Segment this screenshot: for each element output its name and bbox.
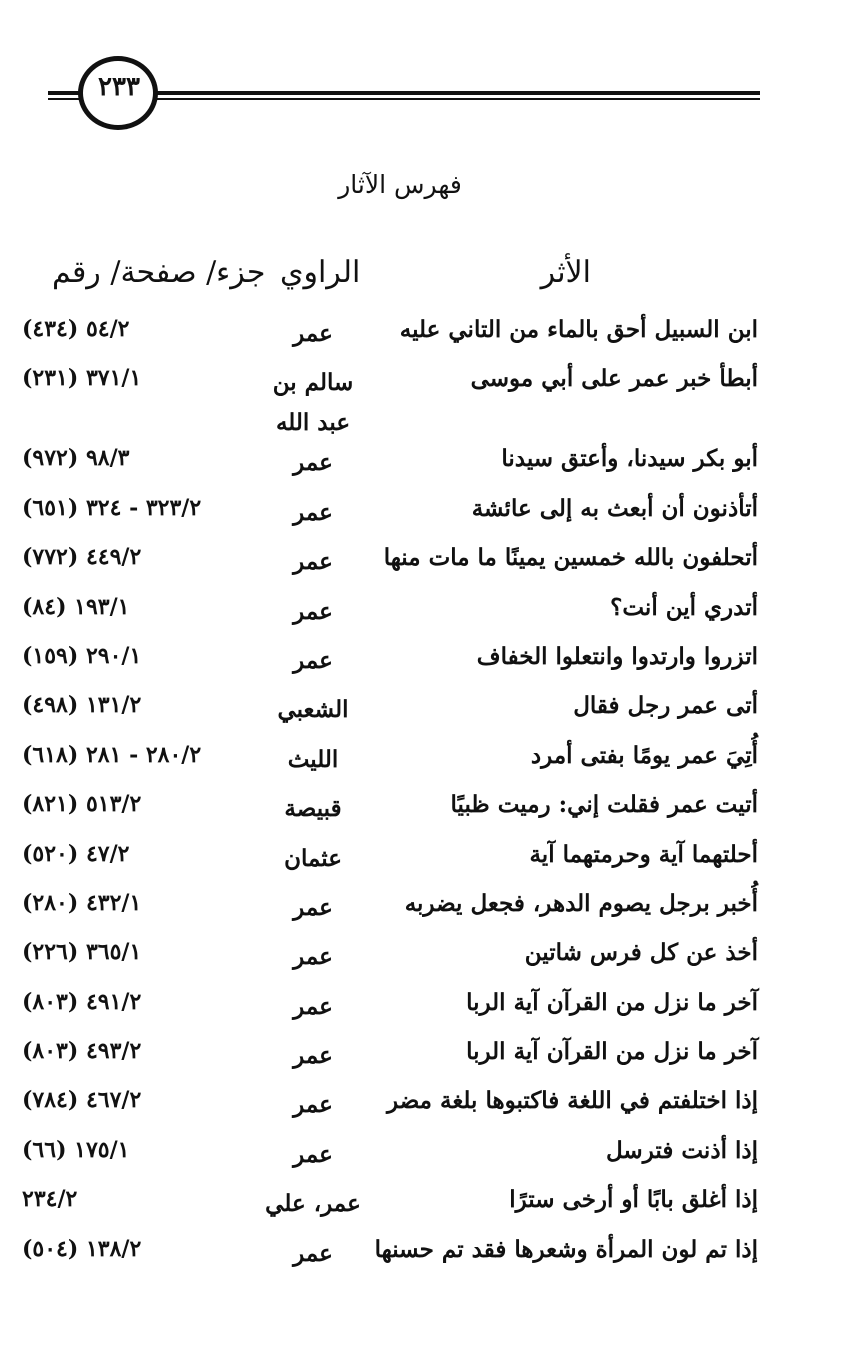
table-row — [0, 312, 856, 361]
reference-text: ٩٨/٣ (٩٧٢) — [22, 445, 130, 472]
table-row — [0, 1034, 856, 1083]
rawi-text: عمر — [293, 1042, 333, 1070]
reference-text: ٣٧١/١ (٢٣١) — [22, 365, 142, 392]
column-header-athar: الأثر — [540, 255, 591, 290]
reference-text: ٥١٣/٢ (٨٢١) — [22, 791, 142, 818]
rawi-text: قبيصة — [284, 795, 342, 823]
reference-text: ٤٩١/٢ (٨٠٣) — [22, 988, 142, 1015]
table-row — [0, 1083, 856, 1132]
athar-text: اتزروا وارتدوا وانتعلوا الخفاف — [476, 642, 758, 670]
reference-text: ١٩٣/١ (٨٤) — [22, 593, 130, 620]
athar-text: أحلتهما آية وحرمتهما آية — [529, 840, 758, 868]
athar-text: إذا أغلق بابًا أو أرخى سترًا — [509, 1186, 758, 1214]
table-row — [0, 1232, 856, 1281]
reference-text: ٤٣٢/١ (٢٨٠) — [22, 889, 142, 916]
rawi-text: عثمان — [284, 844, 342, 872]
table-row — [0, 935, 856, 984]
athar-text: آخر ما نزل من القرآن آية الربا — [466, 1038, 758, 1066]
athar-text: أخذ عن كل فرس شاتين — [524, 939, 758, 967]
rawi-text: عمر — [293, 498, 333, 526]
athar-text: أُتِيَ عمر يومًا بفتى أمرد — [530, 741, 758, 769]
reference-text: ٥٤/٢ (٤٣٤) — [22, 316, 130, 342]
reference-text: ١٧٥/١ (٦٦) — [22, 1136, 130, 1163]
rawi-text: عمر — [293, 893, 333, 921]
rawi-text: عمر — [293, 992, 333, 1020]
rawi-text: الشعبي — [277, 696, 349, 724]
athar-text: إذا أذنت فترسل — [606, 1136, 758, 1164]
athar-text: ابن السبيل أحق بالماء من التاني عليه — [399, 316, 758, 343]
athar-text: آخر ما نزل من القرآن آية الربا — [466, 988, 758, 1016]
athar-text: أُخبر برجل يصوم الدهر، فجعل يضربه — [404, 889, 758, 917]
rawi-text: عمر — [293, 320, 333, 347]
reference-text: ٢٨٠/٢ - ٢٨١ (٦١٨) — [22, 741, 202, 768]
table-row — [0, 639, 856, 688]
table-row — [0, 886, 856, 935]
reference-text: ٤٩٣/٢ (٨٠٣) — [22, 1038, 142, 1065]
table-row — [0, 688, 856, 737]
rawi-text: الليث — [287, 745, 339, 773]
table-row — [0, 1182, 856, 1231]
athar-text: أتدري أين أنت؟ — [610, 593, 758, 621]
rawi-text: عمر — [293, 449, 333, 477]
rawi-text: عمر — [293, 1140, 333, 1168]
rawi-text: عمر، علي — [265, 1190, 361, 1218]
table-row — [0, 590, 856, 639]
reference-text: ١٣٨/٢ (٥٠٤) — [22, 1235, 142, 1262]
athar-text: أتيت عمر فقلت إني: رميت ظبيًا — [450, 791, 758, 819]
rawi-text: عمر — [293, 1239, 333, 1267]
table-row — [0, 837, 856, 886]
reference-text: ٢٣٤/٢ — [22, 1186, 78, 1213]
table-row — [0, 361, 856, 441]
table-row — [0, 540, 856, 589]
rawi-text: عمر — [293, 646, 333, 674]
rawi-text: عمر — [293, 597, 333, 625]
table-row — [0, 1133, 856, 1182]
page-header — [0, 0, 856, 140]
table-row — [0, 441, 856, 490]
column-header-ref: جزء/ صفحة/ رقم — [52, 255, 266, 290]
athar-text: أتأذنون أن أبعث به إلى عائشة — [471, 494, 758, 522]
reference-text: ٢٩٠/١ (١٥٩) — [22, 642, 142, 669]
page-title: فهرس الآثار — [338, 170, 462, 199]
athar-text: أتى عمر رجل فقال — [573, 692, 758, 720]
reference-text: ٤٦٧/٢ (٧٨٤) — [22, 1087, 142, 1114]
rawi-text: عمر — [293, 1091, 333, 1119]
table-row — [0, 787, 856, 836]
athar-index-table — [0, 312, 856, 1281]
table-row — [0, 491, 856, 540]
athar-text: إذا اختلفتم في اللغة فاكتبوها بلغة مضر — [387, 1087, 758, 1115]
athar-text: إذا تم لون المرأة وشعرها فقد تم حسنها — [374, 1235, 758, 1263]
rawi-text: عمر — [293, 943, 333, 971]
athar-text: أبطأ خبر عمر على أبي موسى — [470, 365, 758, 393]
rawi-text: سالم بن عبد الله — [272, 369, 354, 437]
page-number: ٢٣٣ — [98, 72, 140, 102]
reference-text: ٤٤٩/٢ (٧٧٢) — [22, 544, 142, 571]
column-header-rawi: الراوي — [280, 255, 361, 290]
reference-text: ٣٢٣/٢ - ٣٢٤ (٦٥١) — [22, 494, 202, 521]
table-row — [0, 985, 856, 1034]
reference-text: ١٣١/٢ (٤٩٨) — [22, 692, 142, 719]
rawi-text: عمر — [293, 548, 333, 576]
reference-text: ٤٧/٢ (٥٢٠) — [22, 840, 130, 867]
reference-text: ٣٦٥/١ (٢٢٦) — [22, 939, 142, 966]
table-row — [0, 738, 856, 787]
athar-text: أبو بكر سيدنا، وأعتق سيدنا — [501, 445, 758, 473]
athar-text: أتحلفون بالله خمسين يمينًا ما مات منها — [383, 544, 758, 572]
